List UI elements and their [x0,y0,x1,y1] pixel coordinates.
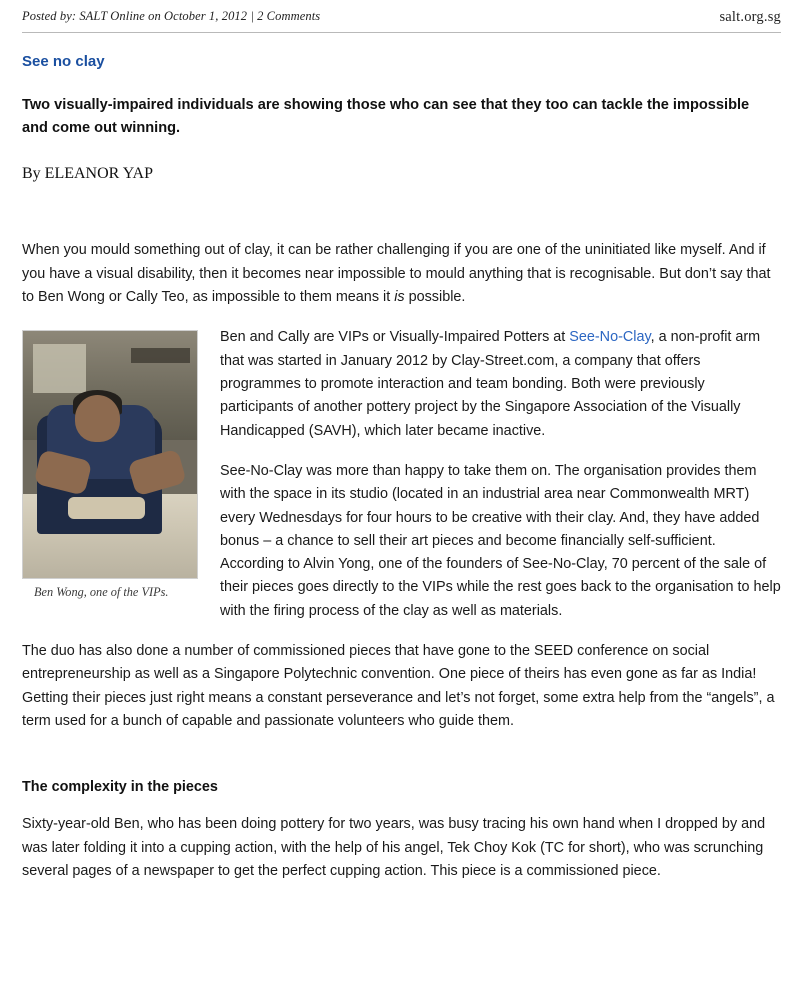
photo-ben-wong [22,330,198,579]
article-body [22,33,781,883]
photo-head [75,395,120,442]
article-standfirst: Two visually-impaired individuals are showing those who can see that they too can tackle the impossible and come out winning. [22,97,750,136]
paragraph-studio: See-No-Clay was more than happy to take them on. The organisation provides them with the space in its studio (located in an industrial area near Commonwealth MRT) every Wednesdays for four hours to be creative with their clay. And, they have added bonus – a chance to sell their art pieces and become financially self-sufficient. According to Alvin Yong, one of the founders of See-No-Clay, 70 percent of the sale of their pieces goes directly to the VIPs while the rest goes back to the organisation to help with the firing process of the clay as well as materials. [220,462,781,619]
paragraph-intro-text: When you mould something out of clay, it can be rather challenging if you are one of the uninitiated like myself. And if you have a visual disability, then it becomes near impossible to mould anything that is recognisable. But don’t say that to Ben Wong or Cally Teo, as impossible to them means it [22,242,771,305]
paragraph-vips-pre: Ben and Cally are VIPs or Visually-Impaired Potters at [220,329,570,346]
paragraph-intro-emphasis: is [394,288,405,305]
post-meta: Posted by: SALT Online on October 1, 2012 | 2 Comments [22,9,321,23]
photo-shelf [131,348,190,363]
figure-caption: Ben Wong, one of the VIPs. [34,585,169,600]
article-kicker: See no clay [22,53,105,70]
subhead-complexity: The complexity in the pieces [22,779,218,796]
article-figure [22,330,198,600]
paragraph-vips-post: , a non-profit arm that was started in January 2012 by Clay-Street.com, a company that offers programmes to promote interaction and team bonding. Both were previously participants of another pottery project by the Singapore Association of the Visually Handicapped (SAVH), which later became inactive. [220,329,761,439]
paragraph-intro [22,239,781,309]
article-byline: By ELEANOR YAP [22,165,153,183]
paragraph-commissions: The duo has also done a number of commissioned pieces that have gone to the SEED conference on social entrepreneurship as well as a Singapore Polytechnic convention. One piece of theirs has even gone as far as India! Getting their pieces just right means a constant perseverance and let’s not forget, some extra help from the “angels”, a term used for a bunch of capable and passionate volunteers who guide them. [22,643,775,730]
paragraph-ben: Sixty-year-old Ben, who has been doing pottery for two years, was busy tracing his own hand when I dropped by and was later folding it into a cupping action, with the help of his angel, Tek Choy Kok (TC for short), who was scrunching several pages of a newspaper to get the perfect cupping action. This piece is a commissioned piece. [22,816,766,880]
photo-window [33,344,85,393]
photo-clay-piece [68,497,145,519]
paragraph-intro-tail: possible. [404,288,466,305]
page-header [22,0,781,33]
see-no-clay-link[interactable]: See-No-Clay [569,329,651,346]
site-name: salt.org.sg [719,9,781,25]
